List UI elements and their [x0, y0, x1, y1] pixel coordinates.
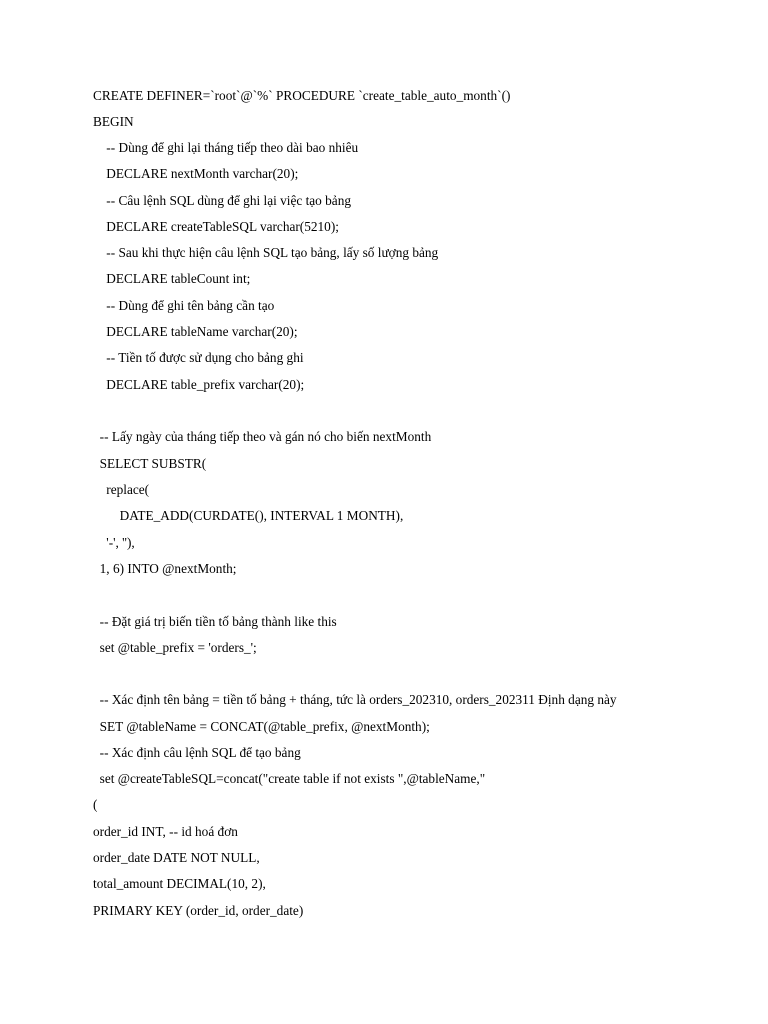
code-line: SET @tableName = CONCAT(@table_prefix, @nextMonth);	[93, 719, 430, 734]
code-line: set @createTableSQL=concat("create table if not exists ",@tableName,"	[93, 771, 486, 786]
code-line: DATE_ADD(CURDATE(), INTERVAL 1 MONTH),	[93, 508, 404, 523]
code-line: DECLARE createTableSQL varchar(5210);	[93, 219, 339, 234]
code-line: DECLARE nextMonth varchar(20);	[93, 166, 299, 181]
code-line: -- Đặt giá trị biến tiền tố bảng thành like this	[93, 614, 337, 629]
code-line: CREATE DEFINER=`root`@`%` PROCEDURE `create_table_auto_month`()	[93, 88, 511, 103]
code-line: DECLARE table_prefix varchar(20);	[93, 377, 305, 392]
code-line: total_amount DECIMAL(10, 2),	[93, 876, 266, 891]
code-line: -- Dùng để ghi tên bảng cần tạo	[93, 298, 275, 313]
code-line: DECLARE tableCount int;	[93, 271, 251, 286]
code-line: 1, 6) INTO @nextMonth;	[93, 561, 237, 576]
code-line: PRIMARY KEY (order_id, order_date)	[93, 903, 304, 918]
code-line: SELECT SUBSTR(	[93, 456, 207, 471]
code-line: -- Dùng để ghi lại tháng tiếp theo dài bao nhiêu	[93, 140, 359, 155]
code-line: BEGIN	[93, 114, 134, 129]
code-line: order_date DATE NOT NULL,	[93, 850, 260, 865]
code-line: -- Xác định câu lệnh SQL để tạo bảng	[93, 745, 301, 760]
code-line: -- Xác định tên bảng = tiền tố bảng + tháng, tức là orders_202310, orders_202311 Định dạng này	[93, 692, 617, 707]
code-line: '-', ''),	[93, 535, 135, 550]
code-line: (	[93, 797, 98, 812]
code-line: -- Câu lệnh SQL dùng để ghi lại việc tạo bảng	[93, 193, 351, 208]
code-line: -- Lấy ngày của tháng tiếp theo và gán nó cho biến nextMonth	[93, 429, 432, 444]
code-line: order_id INT, -- id hoá đơn	[93, 824, 238, 839]
code-line: -- Sau khi thực hiện câu lệnh SQL tạo bảng, lấy số lượng bảng	[93, 245, 439, 260]
code-line: -- Tiền tố được sử dụng cho bảng ghi	[93, 350, 304, 365]
code-line: set @table_prefix = 'orders_';	[93, 640, 257, 655]
code-line: replace(	[93, 482, 150, 497]
code-line: DECLARE tableName varchar(20);	[93, 324, 298, 339]
